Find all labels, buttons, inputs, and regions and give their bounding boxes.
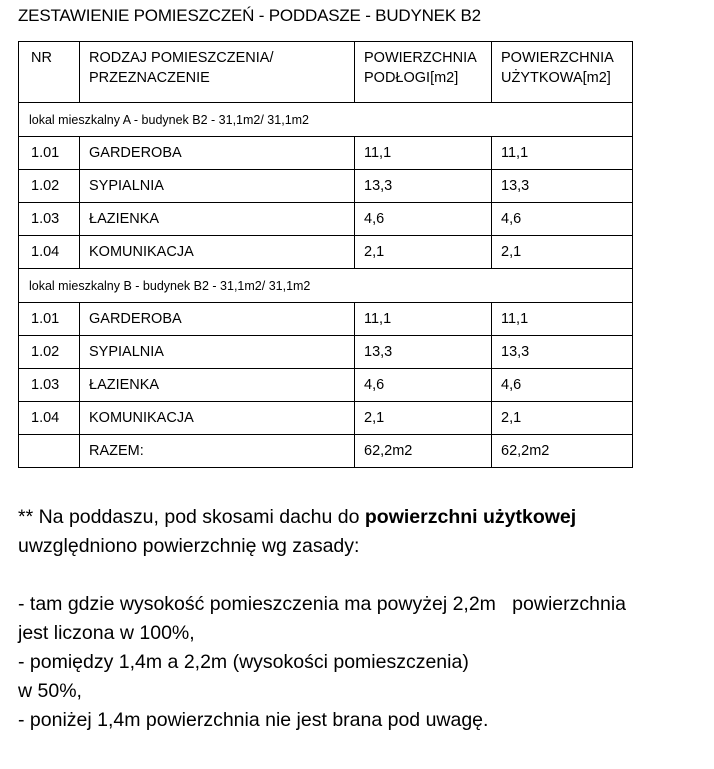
header-usable-area-line1: POWIERZCHNIA — [501, 50, 614, 66]
header-usable-area-line2: UŻYTKOWA[m2] — [501, 70, 611, 86]
note-intro-bold: powierzchni użytkowej — [364, 506, 577, 528]
note-rule2-line1: - pomiędzy 1,4m a 2,2m (wysokości pomieszczenia) — [18, 651, 469, 673]
cell-usable-area: 4,6 — [492, 203, 633, 236]
cell-room-name: GARDEROBA — [80, 137, 355, 170]
cell-usable-area: 13,3 — [492, 170, 633, 203]
note-rule1-line2: jest liczona w 100%, — [18, 622, 195, 644]
cell-floor-area: 13,3 — [355, 336, 492, 369]
cell-floor-area: 11,1 — [355, 137, 492, 170]
note-rule2-line2: w 50%, — [18, 680, 82, 702]
cell-room-name: KOMUNIKACJA — [80, 402, 355, 435]
cell-usable-area: 13,3 — [492, 336, 633, 369]
total-label: RAZEM: — [80, 435, 355, 468]
header-floor-area-line1: POWIERZCHNIA — [364, 50, 477, 66]
header-floor-area — [355, 42, 492, 103]
total-nr — [19, 435, 80, 468]
cell-nr: 1.04 — [19, 236, 80, 269]
cell-nr: 1.02 — [19, 336, 80, 369]
table-row — [19, 402, 633, 435]
total-row — [19, 435, 633, 468]
note-rule3: - poniżej 1,4m powierzchnia nie jest brana pod uwagę. — [18, 709, 489, 731]
note-intro-line2: uwzględniono powierzchnię wg zasady: — [18, 535, 360, 557]
cell-room-name: GARDEROBA — [80, 303, 355, 336]
table-row — [19, 203, 633, 236]
cell-usable-area: 2,1 — [492, 402, 633, 435]
cell-room-name: SYPIALNIA — [80, 170, 355, 203]
header-room-type — [80, 42, 355, 103]
group-label: lokal mieszkalny A - budynek B2 - 31,1m2/ 31,1m2 — [19, 103, 633, 137]
table-row — [19, 303, 633, 336]
cell-floor-area: 4,6 — [355, 203, 492, 236]
table-row — [19, 336, 633, 369]
cell-nr: 1.01 — [19, 137, 80, 170]
cell-usable-area: 2,1 — [492, 236, 633, 269]
cell-usable-area: 11,1 — [492, 137, 633, 170]
cell-room-name: ŁAZIENKA — [80, 203, 355, 236]
table-row — [19, 369, 633, 402]
cell-floor-area: 13,3 — [355, 170, 492, 203]
note-spacer — [18, 561, 714, 590]
cell-floor-area: 11,1 — [355, 303, 492, 336]
group-row-unit-a — [19, 103, 633, 137]
cell-usable-area: 4,6 — [492, 369, 633, 402]
total-usable-area: 62,2m2 — [492, 435, 633, 468]
group-label: lokal mieszkalny B - budynek B2 - 31,1m2/ 31,1m2 — [19, 269, 633, 303]
cell-nr: 1.03 — [19, 203, 80, 236]
note-rule1-line1: - tam gdzie wysokość pomieszczenia ma powyżej 2,2m powierzchnia — [18, 593, 626, 615]
cell-floor-area: 2,1 — [355, 402, 492, 435]
table-row — [19, 137, 633, 170]
calculation-note — [18, 503, 714, 735]
total-floor-area: 62,2m2 — [355, 435, 492, 468]
sheet-title: ZESTAWIENIE POMIESZCZEŃ - PODDASZE - BUDYNEK B2 — [18, 6, 481, 25]
header-usable-area — [492, 42, 633, 103]
header-floor-area-line2: PODŁOGI[m2] — [364, 70, 459, 86]
cell-nr: 1.01 — [19, 303, 80, 336]
cell-nr: 1.04 — [19, 402, 80, 435]
cell-usable-area: 11,1 — [492, 303, 633, 336]
header-room-type-line2: PRZEZNACZENIE — [89, 70, 210, 86]
table-header-row — [19, 42, 633, 103]
group-row-unit-b — [19, 269, 633, 303]
table-row — [19, 170, 633, 203]
header-room-type-line1: RODZAJ POMIESZCZENIA/ — [89, 50, 274, 66]
note-intro-line1 — [18, 503, 714, 532]
cell-floor-area: 4,6 — [355, 369, 492, 402]
rooms-table — [18, 41, 633, 468]
cell-room-name: KOMUNIKACJA — [80, 236, 355, 269]
cell-nr: 1.02 — [19, 170, 80, 203]
cell-room-name: SYPIALNIA — [80, 336, 355, 369]
cell-floor-area: 2,1 — [355, 236, 492, 269]
header-nr: NR — [19, 42, 80, 103]
cell-room-name: ŁAZIENKA — [80, 369, 355, 402]
cell-nr: 1.03 — [19, 369, 80, 402]
table-row — [19, 236, 633, 269]
note-intro-text: ** Na poddaszu, pod skosami dachu do — [18, 506, 365, 528]
